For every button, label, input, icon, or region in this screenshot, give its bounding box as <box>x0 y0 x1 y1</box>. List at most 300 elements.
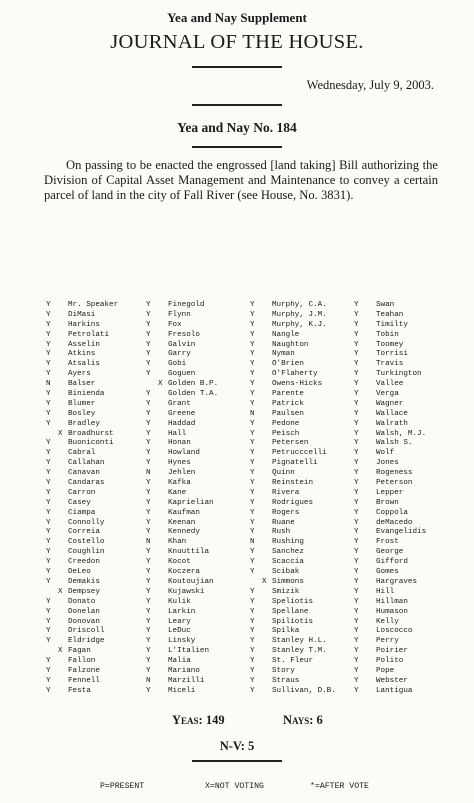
member-name: Eldridge <box>68 637 105 646</box>
vote-mark: Y <box>250 568 255 577</box>
vote-mark: Y <box>146 449 151 458</box>
roll-entry <box>40 439 140 449</box>
member-name: Linsky <box>168 637 196 646</box>
vote-mark: Y <box>354 508 359 517</box>
vote-mark: Y <box>354 498 359 507</box>
vote-mark: Y <box>250 498 255 507</box>
vote-mark: Y <box>250 340 255 349</box>
vote-mark: N <box>250 538 255 547</box>
vote-mark: Y <box>46 301 51 309</box>
vote-mark: X <box>58 587 63 596</box>
vote-mark: Y <box>250 548 255 557</box>
roll-entry <box>40 528 140 538</box>
vote-mark: Y <box>354 577 359 586</box>
vote-mark: Y <box>146 301 151 309</box>
vote-mark: Y <box>354 548 359 557</box>
vote-mark: Y <box>354 686 359 695</box>
roll-entry <box>244 519 348 529</box>
roll-entry <box>244 341 348 351</box>
vote-mark: Y <box>250 597 255 606</box>
roll-entry <box>348 568 440 578</box>
vote-mark: Y <box>46 558 51 567</box>
vote-mark: Y <box>46 419 51 428</box>
vote-mark: Y <box>46 617 51 626</box>
roll-entry <box>40 608 140 618</box>
roll-entry <box>40 400 140 410</box>
roll-entry <box>348 667 440 677</box>
roll-entry <box>348 687 440 697</box>
roll-entry <box>140 519 244 529</box>
roll-entry <box>140 350 244 360</box>
member-name: Scaccia <box>272 558 304 567</box>
member-name: Rush <box>272 528 291 537</box>
member-name: Parente <box>272 390 304 399</box>
member-name: Peisch <box>272 429 300 438</box>
vote-mark: Y <box>354 419 359 428</box>
vote-mark: Y <box>250 676 255 685</box>
member-name: Murphy, J.M. <box>272 310 327 319</box>
vote-mark: Y <box>354 320 359 329</box>
vote-mark: Y <box>354 390 359 399</box>
member-name: Pedone <box>272 419 300 428</box>
roll-entry <box>244 390 348 400</box>
roll-entry <box>40 321 140 331</box>
member-name: Goguen <box>168 370 196 379</box>
vote-mark: Y <box>354 449 359 458</box>
member-name: deMacedo <box>376 518 413 527</box>
member-name: Speliotis <box>272 597 314 606</box>
roll-entry <box>244 558 348 568</box>
vote-mark: Y <box>250 419 255 428</box>
roll-entry <box>140 331 244 341</box>
member-name: Torrisi <box>376 350 408 359</box>
roll-entry <box>244 618 348 628</box>
vote-mark: Y <box>146 419 151 428</box>
roll-entry <box>244 687 348 697</box>
vote-mark: Y <box>46 330 51 339</box>
roll-entry <box>244 321 348 331</box>
member-name: Koczera <box>168 568 200 577</box>
vote-mark: Y <box>146 558 151 567</box>
vote-mark: Y <box>146 350 151 359</box>
member-name: Perry <box>376 637 399 646</box>
member-name: Garry <box>168 350 191 359</box>
roll-entry <box>140 439 244 449</box>
roll-entry <box>244 360 348 370</box>
member-name: Hall <box>168 429 187 438</box>
roll-entry <box>40 667 140 677</box>
roll-entry <box>40 390 140 400</box>
roll-entry <box>140 430 244 440</box>
roll-entry <box>348 489 440 499</box>
vote-mark: Y <box>46 637 51 646</box>
member-name: LeDuc <box>168 627 191 636</box>
roll-entry <box>40 637 140 647</box>
roll-entry <box>40 677 140 687</box>
member-name: Webster <box>376 676 408 685</box>
roll-entry <box>348 410 440 420</box>
vote-mark: Y <box>250 637 255 646</box>
roll-entry <box>348 479 440 489</box>
roll-entry <box>348 331 440 341</box>
member-name: Mr. Speaker <box>68 301 119 309</box>
vote-mark: Y <box>354 429 359 438</box>
roll-entry <box>348 311 440 321</box>
vote-mark: Y <box>146 568 151 577</box>
roll-entry <box>348 321 440 331</box>
vote-mark: Y <box>250 508 255 517</box>
vote-mark: Y <box>46 666 51 675</box>
roll-entry <box>348 449 440 459</box>
member-name: Toomey <box>376 340 404 349</box>
roll-entry <box>140 341 244 351</box>
member-name: Flynn <box>168 310 191 319</box>
nays-total: Nays: 6 <box>283 713 323 727</box>
roll-entry <box>244 430 348 440</box>
vote-mark: Y <box>354 607 359 616</box>
roll-entry <box>348 538 440 548</box>
roll-entry <box>40 519 140 529</box>
roll-entry <box>244 301 348 311</box>
roll-entry <box>140 677 244 687</box>
member-name: Carron <box>68 488 96 497</box>
member-name: Greene <box>168 409 196 418</box>
vote-mark: Y <box>354 439 359 448</box>
member-name: Murphy, K.J. <box>272 320 327 329</box>
member-name: Jones <box>376 459 399 468</box>
vote-mark: Y <box>146 310 151 319</box>
member-name: Lantigua <box>376 686 413 695</box>
roll-entry <box>348 459 440 469</box>
member-name: Sanchez <box>272 548 304 557</box>
roll-entry <box>140 400 244 410</box>
roll-entry <box>244 489 348 499</box>
roll-entry <box>348 499 440 509</box>
member-name: Balser <box>68 380 96 389</box>
vote-mark: Y <box>354 350 359 359</box>
vote-mark: Y <box>146 607 151 616</box>
roll-entry <box>40 558 140 568</box>
vote-mark: Y <box>354 647 359 656</box>
roll-entry <box>140 301 244 311</box>
vote-mark: Y <box>354 380 359 389</box>
vote-mark: Y <box>250 488 255 497</box>
member-name: St. Fleur <box>272 657 314 666</box>
vote-mark: N <box>146 469 151 478</box>
member-name: Asselin <box>68 340 100 349</box>
vote-mark: Y <box>146 360 151 369</box>
vote-mark: Y <box>354 310 359 319</box>
vote-mark: Y <box>146 399 151 408</box>
member-name: Swan <box>376 301 395 309</box>
member-name: Dempsey <box>68 587 100 596</box>
vote-mark: Y <box>146 429 151 438</box>
member-name: Simmons <box>272 577 304 586</box>
vote-mark: Y <box>250 518 255 527</box>
member-name: Kaprielian <box>168 498 214 507</box>
roll-entry <box>140 469 244 479</box>
roll-entry <box>40 479 140 489</box>
member-name: Polito <box>376 657 404 666</box>
member-name: L'Italien <box>168 647 210 656</box>
member-name: Wolf <box>376 449 395 458</box>
vote-mark: Y <box>146 577 151 586</box>
vote-mark: Y <box>146 340 151 349</box>
member-name: Knuuttila <box>168 548 210 557</box>
member-name: Rodrigues <box>272 498 314 507</box>
roll-entry <box>244 479 348 489</box>
vote-mark: Y <box>146 498 151 507</box>
roll-entry <box>348 608 440 618</box>
vote-mark: Y <box>146 597 151 606</box>
vote-mark: Y <box>146 390 151 399</box>
member-name: Ayers <box>68 370 91 379</box>
member-name: Loscocco <box>376 627 413 636</box>
member-name: Kafka <box>168 479 191 488</box>
vote-mark: Y <box>146 439 151 448</box>
roll-entry <box>40 548 140 558</box>
member-name: Stanley H.L. <box>272 637 327 646</box>
roll-entry <box>140 637 244 647</box>
member-name: Turkington <box>376 370 422 379</box>
vote-mark: Y <box>46 538 51 547</box>
roll-entry <box>244 528 348 538</box>
session-date: Wednesday, July 9, 2003. <box>306 78 434 92</box>
roll-entry <box>244 370 348 380</box>
member-name: Bradley <box>68 419 100 428</box>
member-name: Kelly <box>376 617 399 626</box>
vote-mark: Y <box>354 409 359 418</box>
member-name: Teahan <box>376 310 404 319</box>
vote-mark: Y <box>250 666 255 675</box>
vote-mark: Y <box>46 469 51 478</box>
vote-mark: X <box>58 429 63 438</box>
member-name: Hillman <box>376 597 408 606</box>
member-name: Haddad <box>168 419 196 428</box>
roll-entry <box>244 538 348 548</box>
vote-mark: Y <box>46 340 51 349</box>
member-name: Finegold <box>168 301 205 309</box>
vote-mark: Y <box>146 518 151 527</box>
roll-entry <box>40 687 140 697</box>
vote-mark: Y <box>146 479 151 488</box>
roll-entry <box>244 499 348 509</box>
member-name: Humason <box>376 607 408 616</box>
supplement-heading: Yea and Nay Supplement <box>167 10 307 25</box>
vote-mark: Y <box>46 498 51 507</box>
member-name: Golden T.A. <box>168 390 219 399</box>
roll-entry <box>140 410 244 420</box>
member-name: Nyman <box>272 350 295 359</box>
member-name: Spilka <box>272 627 300 636</box>
roll-column <box>348 301 440 697</box>
roll-entry <box>348 360 440 370</box>
vote-mark: Y <box>354 469 359 478</box>
vote-mark: X <box>262 577 267 586</box>
member-name: Koutoujian <box>168 577 214 586</box>
member-name: Driscoll <box>68 627 105 636</box>
roll-entry <box>40 459 140 469</box>
member-name: Murphy, C.A. <box>272 301 327 309</box>
vote-mark: X <box>158 380 163 389</box>
roll-entry <box>348 588 440 598</box>
member-name: Donato <box>68 597 96 606</box>
yea-nay-number: Yea and Nay No. 184 <box>177 120 297 135</box>
roll-entry <box>244 657 348 667</box>
vote-mark: Y <box>46 370 51 379</box>
roll-entry <box>244 598 348 608</box>
member-name: Casey <box>68 498 91 507</box>
roll-entry <box>244 588 348 598</box>
member-name: Honan <box>168 439 191 448</box>
member-name: Candaras <box>68 479 105 488</box>
roll-entry <box>40 499 140 509</box>
roll-entry <box>348 509 440 519</box>
member-name: Fox <box>168 320 182 329</box>
vote-mark: Y <box>146 528 151 537</box>
roll-entry <box>348 598 440 608</box>
member-name: Brown <box>376 498 399 507</box>
roll-entry <box>244 410 348 420</box>
roll-entry <box>244 469 348 479</box>
roll-entry <box>348 380 440 390</box>
vote-mark: Y <box>250 449 255 458</box>
roll-entry <box>140 390 244 400</box>
roll-entry <box>244 548 348 558</box>
member-name: Jehlen <box>168 469 196 478</box>
vote-mark: Y <box>354 488 359 497</box>
roll-entry <box>140 499 244 509</box>
roll-entry <box>140 321 244 331</box>
roll-entry <box>348 430 440 440</box>
vote-mark: Y <box>250 310 255 319</box>
vote-mark: Y <box>354 370 359 379</box>
roll-entry <box>140 578 244 588</box>
member-name: Story <box>272 666 295 675</box>
member-name: Fagan <box>68 647 91 656</box>
roll-entry <box>244 608 348 618</box>
member-name: Spiliotis <box>272 617 314 626</box>
member-name: Paulsen <box>272 409 304 418</box>
member-name: Khan <box>168 538 187 547</box>
roll-entry <box>40 469 140 479</box>
member-name: Tobin <box>376 330 399 339</box>
roll-entry <box>40 410 140 420</box>
vote-mark: Y <box>250 399 255 408</box>
roll-entry <box>140 548 244 558</box>
roll-entry <box>140 598 244 608</box>
member-name: Canavan <box>68 469 100 478</box>
roll-entry <box>40 568 140 578</box>
roll-entry <box>244 677 348 687</box>
member-name: Stanley T.M. <box>272 647 327 656</box>
roll-entry <box>244 420 348 430</box>
roll-entry <box>348 301 440 311</box>
member-name: Rogers <box>272 508 300 517</box>
vote-mark: Y <box>46 518 51 527</box>
vote-mark: Y <box>250 370 255 379</box>
journal-title: JOURNAL OF THE HOUSE. <box>110 31 364 53</box>
roll-entry <box>348 469 440 479</box>
vote-mark: Y <box>146 409 151 418</box>
vote-mark: Y <box>354 597 359 606</box>
vote-mark: Y <box>354 360 359 369</box>
member-name: Evangelidis <box>376 528 427 537</box>
member-name: Coppola <box>376 508 408 517</box>
member-name: Mariano <box>168 666 200 675</box>
vote-mark: Y <box>250 390 255 399</box>
roll-entry <box>348 618 440 628</box>
member-name: Gomes <box>376 568 399 577</box>
roll-entry <box>40 360 140 370</box>
vote-mark: Y <box>146 508 151 517</box>
vote-mark: Y <box>146 548 151 557</box>
member-name: Howland <box>168 449 200 458</box>
vote-mark: N <box>46 380 51 389</box>
member-name: Verga <box>376 390 399 399</box>
vote-mark: Y <box>354 587 359 596</box>
vote-mark: Y <box>250 429 255 438</box>
member-name: Ruane <box>272 518 295 527</box>
roll-entry <box>244 459 348 469</box>
roll-entry <box>40 657 140 667</box>
member-name: Kujawski <box>168 587 205 596</box>
member-name: Petersen <box>272 439 309 448</box>
roll-entry <box>40 370 140 380</box>
vote-mark: Y <box>354 666 359 675</box>
roll-column <box>40 301 140 697</box>
vote-mark: Y <box>354 479 359 488</box>
roll-entry <box>140 479 244 489</box>
member-name: Demakis <box>68 577 100 586</box>
member-name: Kulik <box>168 597 191 606</box>
member-name: George <box>376 548 404 557</box>
vote-mark: Y <box>46 508 51 517</box>
vote-mark: Y <box>46 676 51 685</box>
member-name: Petrucccelli <box>272 449 327 458</box>
roll-entry <box>140 608 244 618</box>
member-name: Atkins <box>68 350 96 359</box>
member-name: Malia <box>168 657 191 666</box>
vote-mark: Y <box>46 607 51 616</box>
vote-mark: Y <box>46 657 51 666</box>
vote-mark: Y <box>146 637 151 646</box>
member-name: Wagner <box>376 399 404 408</box>
member-name: Kaufman <box>168 508 200 517</box>
member-name: Quinn <box>272 469 295 478</box>
roll-entry <box>348 390 440 400</box>
roll-entry <box>40 420 140 430</box>
roll-entry <box>40 331 140 341</box>
member-name: Scibak <box>272 568 300 577</box>
vote-mark: Y <box>250 686 255 695</box>
roll-entry <box>348 657 440 667</box>
member-name: Pignatelli <box>272 459 318 468</box>
member-name: Connolly <box>68 518 105 527</box>
vote-mark: Y <box>250 320 255 329</box>
member-name: O'Brien <box>272 360 304 369</box>
vote-mark: Y <box>146 488 151 497</box>
vote-mark: Y <box>46 399 51 408</box>
member-name: Spellane <box>272 607 309 616</box>
roll-entry <box>244 509 348 519</box>
member-name: Marzilli <box>168 676 205 685</box>
roll-entry <box>348 637 440 647</box>
vote-mark: Y <box>250 380 255 389</box>
member-name: Hynes <box>168 459 191 468</box>
vote-mark: Y <box>146 627 151 636</box>
vote-mark: Y <box>354 568 359 577</box>
